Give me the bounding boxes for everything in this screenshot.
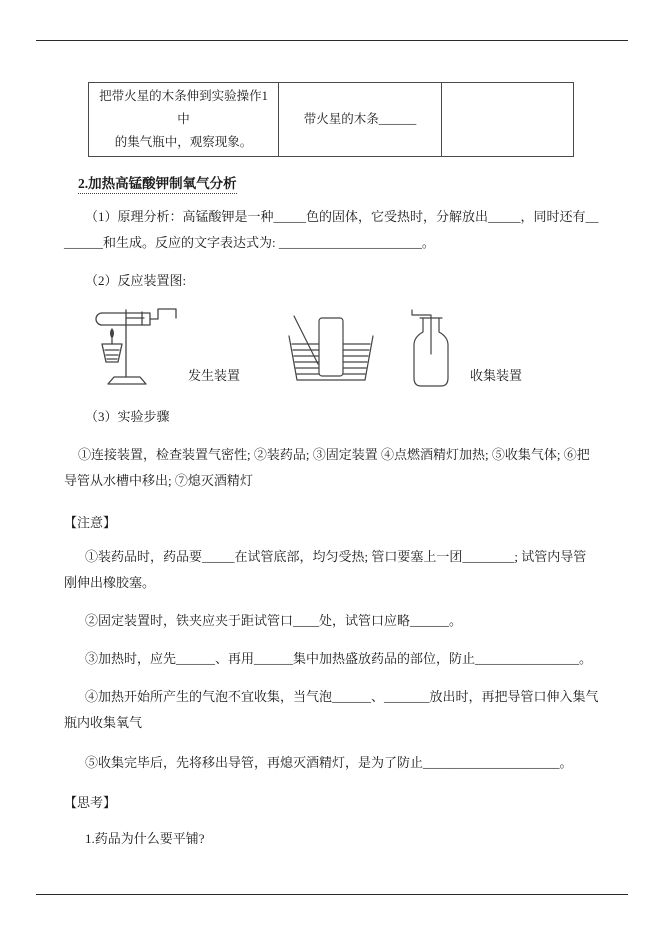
test-tube-end: [96, 313, 102, 325]
section-2-heading: [78, 172, 599, 192]
note-1: ①装药品时，药品要_____在试管底部，均匀受热; 管口要塞上一团________; 试管内导管刚伸出橡胶塞。: [64, 549, 587, 591]
note-4: ④加热开始所产生的气泡不宜收集，当气泡______、_______放出时，再把导管口伸入集气瓶内收集氧气: [64, 689, 599, 731]
delivery-tube: [150, 309, 176, 319]
trough-tube: [294, 316, 318, 364]
stand-base: [108, 377, 146, 384]
collector-label: 收集装置: [470, 368, 523, 384]
cell-observation: [279, 83, 442, 157]
section-2-heading-text: 2.加热高锰酸钾制氧气分析: [78, 176, 237, 194]
cell-observation-text: 带火星的木条______: [303, 112, 417, 127]
note-5: ⑤收集完毕后，先将移出导管，再熄灭酒精灯，是为了防止_____________________。: [85, 755, 573, 771]
note-2: ②固定装置时，铁夹应夹于距试管口____处，试管口应略______。: [85, 613, 463, 629]
bent-delivery-tube: [412, 310, 431, 354]
cell-operation: [89, 83, 279, 157]
table-row: [89, 83, 574, 157]
principle-analysis-paragraph: （1）原理分析：高锰酸钾是一种_____色的固体，它受热时，分解放出_____，同时还有________和生成。反应的文字表达式为: ______________________。: [64, 209, 599, 251]
think-title: 【思考】: [64, 795, 117, 811]
flame: [110, 328, 114, 339]
lamp-hatching: [105, 350, 119, 359]
device-diagram-title: （2）反应装置图:: [85, 273, 187, 289]
steps-title: （3）实验步骤: [85, 409, 170, 425]
generator-apparatus-drawing: [84, 304, 184, 390]
top-rule: [36, 40, 628, 41]
inverted-bottle: [319, 318, 343, 376]
apparatus-figure: [84, 304, 599, 390]
note-3: ③加热时，应先______、再用______集中加热盛放药品的部位，防止________________。: [85, 651, 593, 667]
cell-empty: [442, 83, 574, 157]
water-trough-drawing: [286, 314, 376, 388]
notice-title: 【注意】: [64, 515, 117, 531]
observation-table: [88, 82, 574, 157]
steps-list: ①连接装置，检查装置气密性; ②装药品; ③固定装置 ④点燃酒精灯加热; ⑤收集气体; ⑥把导管从水槽中移出; ⑦熄灭酒精灯: [64, 447, 590, 489]
collection-bottle-drawing: [406, 308, 458, 390]
think-question-1: 1.药品为什么要平铺?: [85, 831, 205, 847]
content-area: [64, 82, 599, 852]
cell-operation-line2: 的集气瓶中，观察现象。: [114, 135, 253, 150]
generator-label: 发生装置: [188, 368, 241, 384]
bottom-rule: [36, 894, 628, 895]
cell-operation-line1: 把带火星的木条伸到实验操作1中: [99, 89, 268, 127]
clamp: [126, 312, 144, 325]
